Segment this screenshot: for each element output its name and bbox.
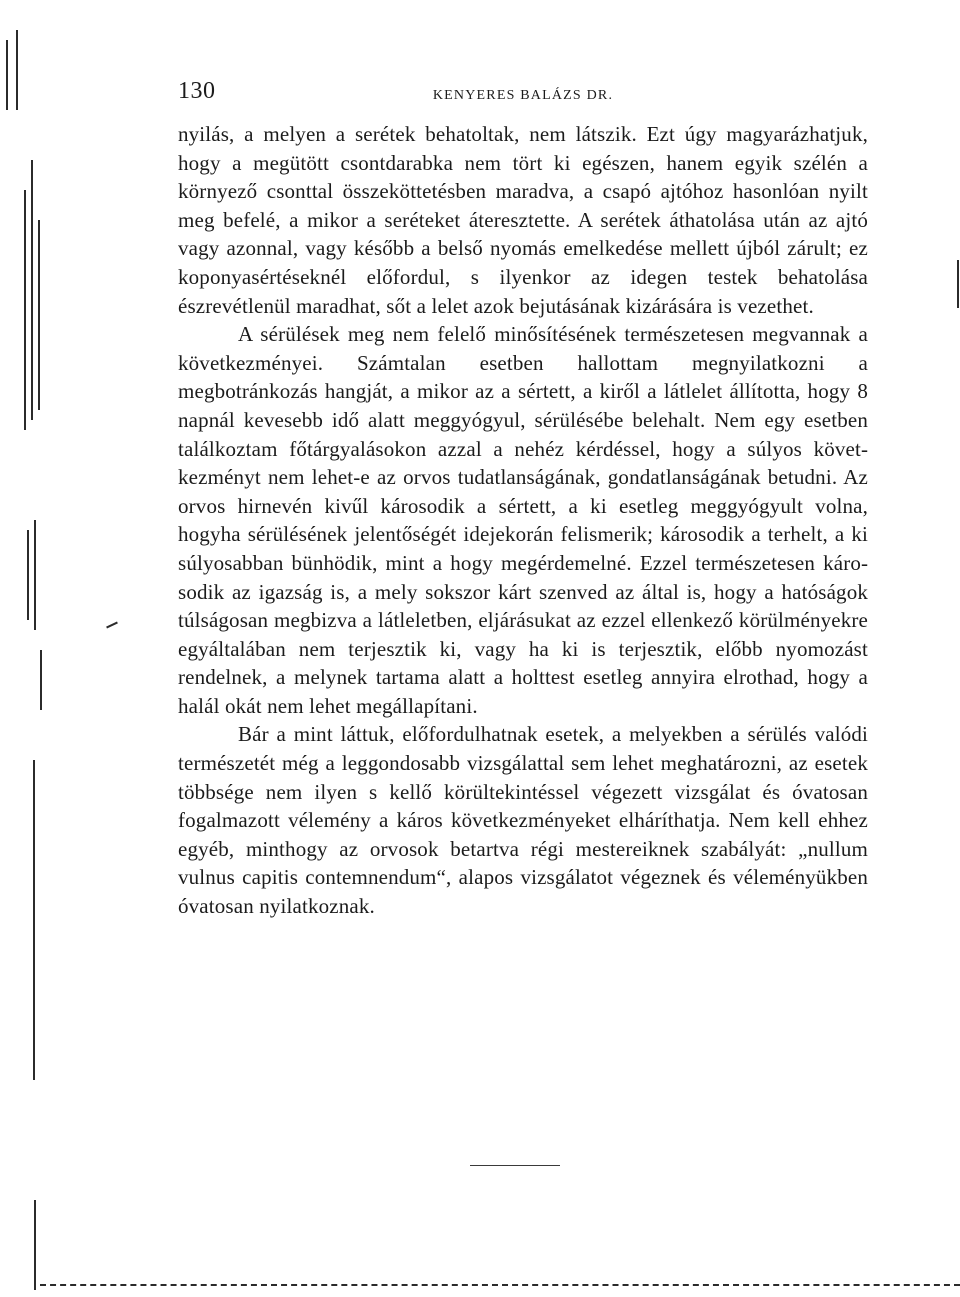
scan-corner-mark bbox=[34, 1200, 36, 1290]
end-rule bbox=[470, 1165, 560, 1166]
page-number: 130 bbox=[178, 78, 216, 104]
page-header bbox=[178, 78, 868, 112]
scan-bottom-edge bbox=[40, 1284, 960, 1286]
paragraph-3: Bár a mint láttuk, előfordulhatnak esetek, a melyekben a sérülés valódi természetét még a leggondosabb vizsgálattal sem lehet meghatározni, az esetek többsége nem ilyen s kellő körültekintéssel végezett vizsgálat és óvatosan fogalmazott vélemény a káros következményeket elháríthatja. Nem kell ehhez egyéb, minthogy az orvosok betartva régi mestereiknek szabályát: „nullum vulnus capitis contemnendum“, alapos vizsgálatot végeznek és véleményükben óvatosan nyilatkoznak. bbox=[178, 722, 868, 919]
body-text bbox=[178, 120, 868, 921]
running-head: KENYERES BALÁZS DR. bbox=[432, 88, 614, 103]
paragraph-1: nyilás, a melyen a serétek behatoltak, nem látszik. Ezt úgy magyarázhatjuk, hogy a megütött csontdarabka nem tört ki egészen, hanem egyik szélén a környező csonttal összeköttetésben maradva, a csapó ajtóhoz hasonlóan nyilt meg befelé, a mikor a seréteket áteresztette. A serétek áthatolása után az ajtó vagy azonnal, vagy később a belső nyomás emelkedése mellett újból zárult; ez koponyasértéseknél előfordul, s ilyenkor az idegen testek behatolása észrevétlenül maradhat, sőt a lelet azok bejutásának kizárására is vezethet. bbox=[178, 122, 868, 318]
scan-binding-marks bbox=[0, 0, 60, 1297]
paragraph-2: A sérülések meg nem felelő minősítésének természetesen megvannak a következményei. Számtalan esetben hallottam megnyilatkozni a megbotránkozás hangját, a mikor az a sértett, a kiről a látlelet állította, hogy 8 napnál kevesebb idő alatt meggyógyul, sérülésébe belehalt. Nem egy esetben találkoztam főtárgyalásokon azzal a nehéz kérdéssel, hogy a súlyos következményt nem lehet-e az orvos tudatlanságának, gondatlanságának betudni. Az orvos hirnevén kivűl károsodik a sértett, a ki esetleg meggyógyult volna, hogyha sérülésének jelentőségét idejekorán felismerik; károsodik a terhelt, a ki súlyosabban bünhödik, mint a hogy megérdemelné. Ezzel természetesen károsodik az igazság is, a mely sokszor kárt szenved az által is, hogy a hatóságok túlságosan megbizva a látleletben, eljárásukat az ezzel ellenkező körülményekre egyáltalában nem terjesztik ki, vagy ha ki is terjesztik, előbb nyomozást rendelnek, a melynek tartama alatt a holttest esetleg annyira elrothad, hogy a halál okát nem lehet megállapítani. bbox=[178, 322, 868, 718]
margin-mark bbox=[106, 622, 118, 629]
scan-edge-mark bbox=[957, 260, 959, 308]
